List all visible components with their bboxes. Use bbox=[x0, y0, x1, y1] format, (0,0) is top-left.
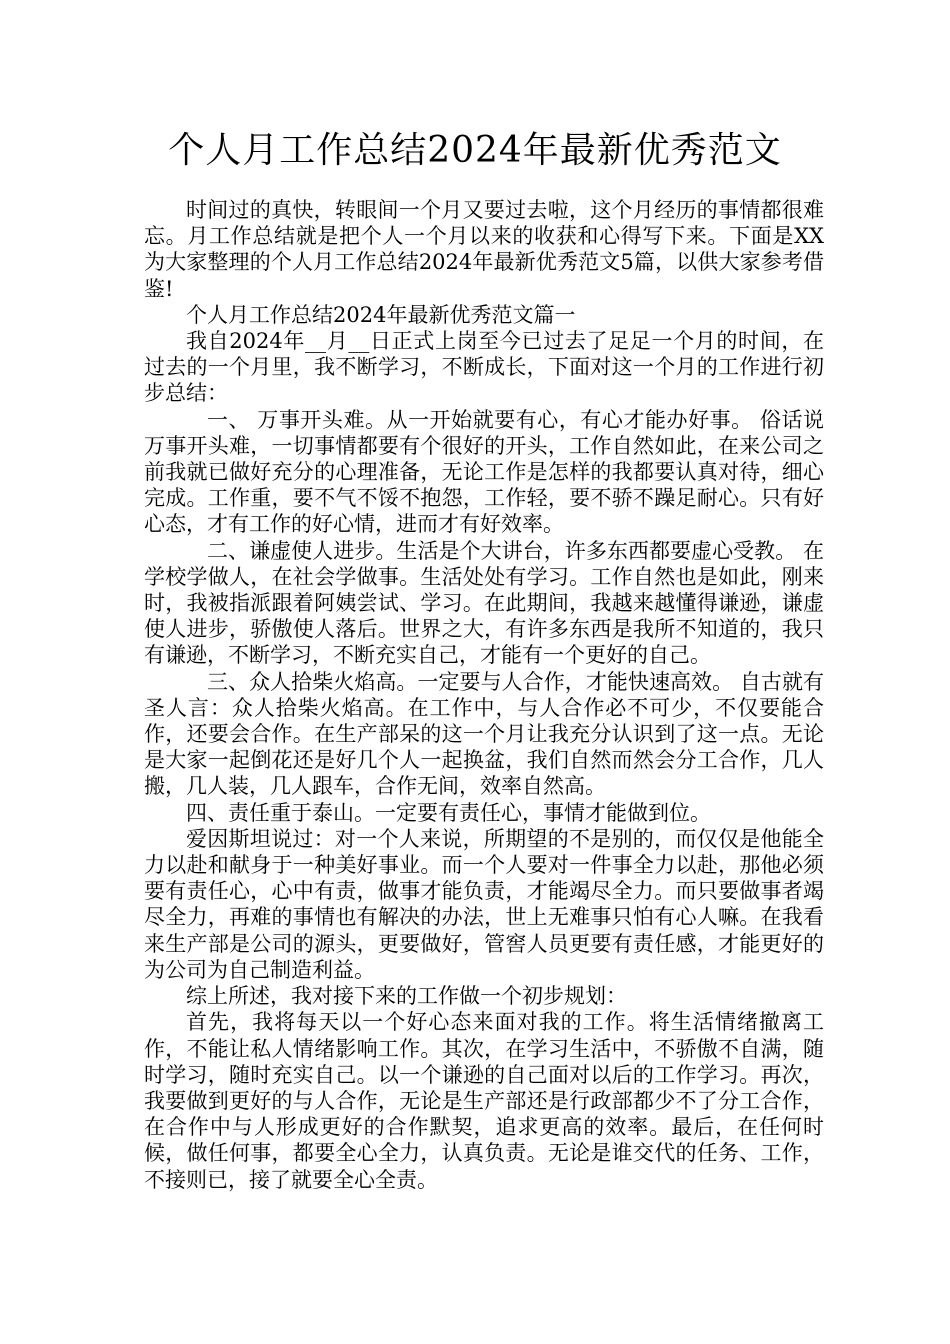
document-body bbox=[144, 197, 824, 1193]
body-paragraph: 我自2024年__月__日正式上岗至今已过去了足足一个月的时间，在过去的一个月里，我不断学习，不断成长，下面对这一个月的工作进行初步总结： bbox=[144, 329, 824, 406]
intro-paragraph: 时间过的真快，转眼间一个月又要过去啦，这个月经历的事情都很难忘。月工作总结就是把个人一个月以来的收获和心得写下来。下面是XX为大家整理的个人月工作总结2024年最新优秀范文5篇，以供大家参考借鉴! bbox=[144, 198, 824, 301]
body-paragraph: 爱因斯坦说过：对一个人来说，所期望的不是别的，而仅仅是他能全力以赴和献身于一种美好事业。而一个人要对一件事全力以赴，那他必须要有责任心，心中有责，做事才能负责，才能竭尽全力。而只要做事者竭尽全力，再难的事情也有解决的办法，世上无难事只怕有心人嘛。在我看来生产部是公司的源头，更要做好，管窖人员更要有责任感，才能更好的为公司为自己制造利益。 bbox=[144, 826, 824, 982]
document-title: 个人月工作总结2024年最新优秀范文 bbox=[168, 130, 782, 171]
numbered-paragraph: 四、责任重于泰山。一定要有责任心，事情才能做到位。 bbox=[186, 800, 711, 825]
body-paragraph: 首先，我将每天以一个好心态来面对我的工作。将生活情绪撤离工作，不能让私人情绪影响工作。其次，在学习生活中，不骄傲不自满，随时学习，随时充实自己。以一个谦逊的自己面对以后的工作学习。再次，我要做到更好的与人合作，无论是生产部还是行政部都少不了分工合作，在合作中与人形成更好的合作默契，追求更高的效率。最后，在任何时候，做任何事，都要全心全力，认真负责。无论是谁交代的任务、工作，不接则已，接了就要全心全责。 bbox=[144, 1010, 824, 1192]
body-paragraph: 综上所述，我对接下来的工作做一个初步规划： bbox=[186, 984, 627, 1009]
numbered-paragraph: 二、谦虚使人进步。生活是个大讲台，许多东西都要虚心受教。 在学校学做人，在社会学做事。生活处处有学习。工作自然也是如此，刚来时，我被指派跟着阿姨尝试、学习。在此期间，我越来越懂得谦逊，谦虚使人进步，骄傲使人落后。世界之大，有许多东西是我所不知道的，我只有谦逊，不断学习，不断充实自己，才能有一个更好的自己。 bbox=[144, 538, 824, 668]
section-heading: 个人月工作总结2024年最新优秀范文篇一 bbox=[186, 302, 576, 327]
numbered-paragraph: 三、众人拾柴火焰高。一定要与人合作，才能快速高效。 自古就有圣人言：众人拾柴火焰高。在工作中，与人合作必不可少，不仅要能合作，还要会合作。在生产部呆的这一个月让我充分认识到了这一点。无论是大家一起倒花还是好几个人一起换盆，我们自然而然会分工合作，几人搬，几人装，几人跟车，合作无间，效率自然高。 bbox=[144, 669, 824, 799]
numbered-paragraph: 一、 万事开头难。从一开始就要有心，有心才能办好事。 俗话说万事开头难，一切事情都要有个很好的开头，工作自然如此，在来公司之前我就已做好充分的心理准备，无论工作是怎样的我都要认真对待，细心完成。工作重，要不气不馁不抱怨，工作轻，要不骄不躁足耐心。只有好心态，才有工作的好心情，进而才有好效率。 bbox=[144, 407, 824, 537]
